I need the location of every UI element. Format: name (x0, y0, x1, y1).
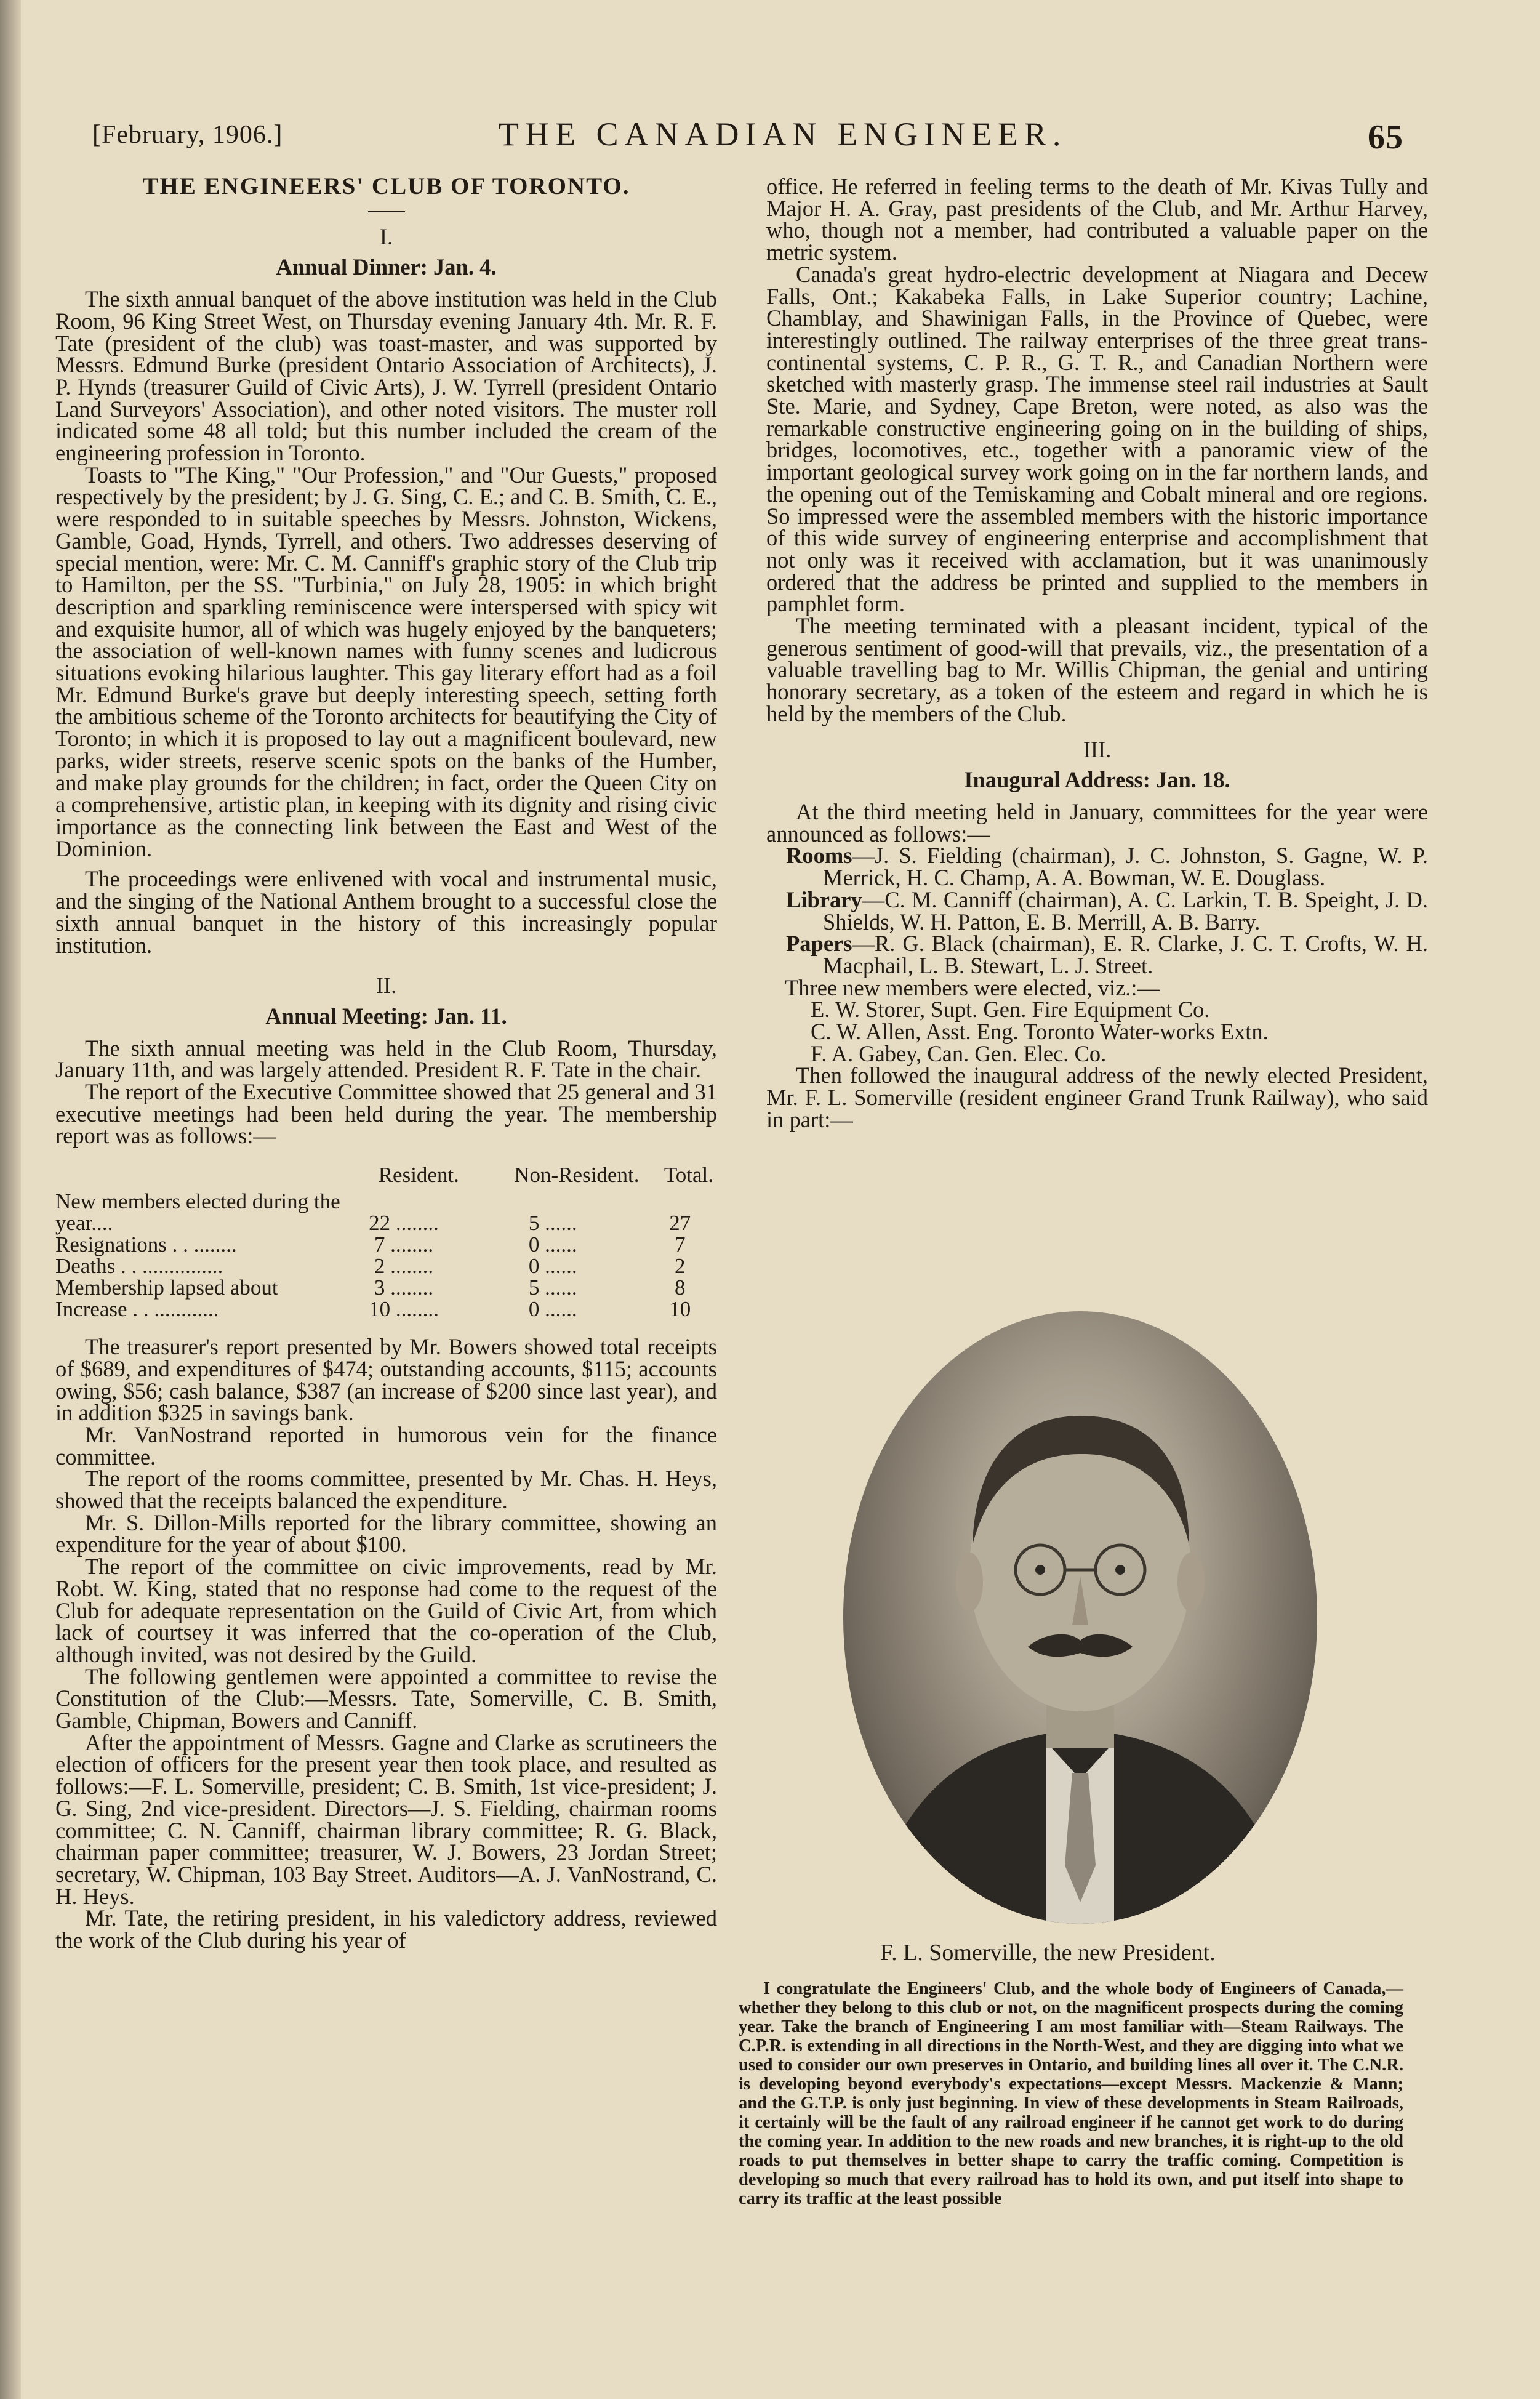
section-heading-3: Inaugural Address: Jan. 18. (964, 767, 1230, 793)
cell-non-resident: 0 ...... (528, 1254, 577, 1279)
paragraph: At the third meeting held in January, committees for the year were announced as follows:— (766, 798, 1428, 846)
column-header: Non-Resident. (514, 1163, 640, 1187)
paragraph: The sixth annual banquet of the above institution was held in the Club Room, 96 King Street West, on Thursday evening January 4th. Mr. R. F. Tate (president of the club) was toast-master, and was supported by Messrs. Edmund Burke (president Ontario Association of Architects), J. P. Hynds (treasurer Guild of Civic Arts), J. W. Tyrrell (president Ontario Land Surveyors' Association), and other noted visitors. The muster roll indicated some 48 all told; but this number included the cream of the engineering profession in Toronto. (55, 286, 717, 466)
table-header-row (55, 1164, 717, 1191)
cell-resident: 7 ........ (374, 1232, 434, 1257)
new-members-intro: Three new members were elected, viz.:— (785, 974, 1160, 1000)
paragraph: The report of the Executive Committee showed that 25 general and 31 executive meetings had been held during the year. The membership report was as follows:— (55, 1079, 717, 1149)
cell-non-resident: 0 ...... (528, 1232, 577, 1257)
membership-table (55, 1164, 717, 1320)
cell-resident: 2 ........ (374, 1254, 434, 1279)
section-heading-1: Annual Dinner: Jan. 4. (276, 254, 497, 280)
cell-resident: 22 ........ (369, 1211, 439, 1236)
section-heading-2: Annual Meeting: Jan. 11. (265, 1003, 507, 1029)
committee-papers (766, 933, 1428, 976)
row-label: Membership lapsed about (55, 1276, 278, 1300)
portrait-photo (843, 1311, 1317, 1924)
column-header: Total. (664, 1163, 713, 1187)
paragraph: The report of the committee on civic improvements, read by Mr. Robt. W. King, stated that no response had come to the request of the Club for adequate representation on the Guild of Civic Art, from which lack of courtsey it was inferred that the co-operation of the Club, although invited, was not desired by the Guild. (55, 1554, 717, 1667)
cell-resident: 10 ........ (369, 1297, 439, 1322)
row-label: Deaths . . ............... (55, 1254, 223, 1279)
paragraph: Then followed the inaugural address of the newly elected President, Mr. F. L. Somerville (resident engineer Grand Trunk Railway), who said in part:— (766, 1063, 1428, 1132)
new-member: E. W. Storer, Supt. Gen. Fire Equipment Co. (811, 997, 1210, 1023)
page-edge-shadow (0, 0, 21, 2399)
cell-total: 27 (669, 1211, 691, 1236)
row-label: Increase . . ............ (55, 1297, 219, 1322)
row-label: New members elected during the year.... (55, 1189, 340, 1236)
title-rule (368, 211, 405, 212)
committee-members: —C. M. Canniff (chairman), A. C. Larkin, T. B. Speight, J. D. Shields, W. H. Patton, E. B. Merrill, A. B. Barry. (823, 886, 1428, 934)
article-title: THE ENGINEERS' CLUB OF TORONTO. (142, 173, 630, 199)
paragraph: Toasts to "The King," "Our Profession," and "Our Guests," proposed respectively by the president; by J. G. Sing, C. E.; and C. B. Smith, C. E., were responded to in suitable speeches by Messrs. Johnston, Wickens, Gamble, Goad, Hynds, Tyrrell, and others. Two addresses deserving of special mention, were: Mr. C. M. Canniff's graphic story of the Club trip to Hamilton, per the SS. "Turbinia," on July 28, 1905: in which bright description and sparkling reminiscence were interspersed with spicy wit and exquisite humor, all of which was hugely enjoyed by the banqueters; the association of well-known names with funny scenes and ludicrous situations evoking hilarious laughter. This gay literary effort had as a foil Mr. Edmund Burke's grave but deeply interesting speech, setting forth the ambitious scheme of the Toronto architects for beautifying the City of Toronto; in which it is proposed to lay out a magnificent boulevard, new parks, wider streets, reserve scenic spots on the banks of the Humber, and make play grounds for the children; in fact, order the Queen City on a comprehensive, artistic plan, in keeping with its dignity and rising civic importance as the connecting link between the East and West of the Dominion. (55, 462, 717, 861)
paragraph: Canada's great hydro-electric development at Niagara and Decew Falls, Ont.; Kakabeka Falls, in Lake Superior country; Lachine, Chamblay, and Shawinigan Falls, in the Province of Quebec, were interestingly outlined. The railway enterprises of the three great trans-continental systems, C. P. R., G. T. R., and Canadian Northern were sketched with masterly grasp. The immense steel rail industries at Sault Ste. Marie, and Sydney, Cape Breton, were noted, as also was the remarkable constructive engineering going on in the building of ships, bridges, locomotives, etc., together with a panoramic view of the important geological survey work going on in the far northern lands, and the opening out of the Temiskaming and Cobalt mineral and ore regions. So impressed were the assembled members with the historic importance of this wide survey of engineering enterprise and accomplishment that not only was it received with acclamation, but it was unanimously ordered that the address be printed and supplied to the members in pamphlet form. (766, 261, 1428, 617)
committee-label: Rooms (786, 843, 852, 869)
cell-non-resident: 0 ...... (528, 1297, 577, 1322)
committee-rooms (766, 843, 1428, 891)
new-member: F. A. Gabey, Can. Gen. Elec. Co. (811, 1040, 1107, 1066)
paragraph: office. He referred in feeling terms to the death of Mr. Kivas Tully and Major H. A. Gray, past presidents of the Club, and Mr. Arthur Harvey, who, though not a member, had contributed a valuable paper on the metric system. (766, 174, 1428, 265)
paragraph: Mr. S. Dillon-Mills reported for the library committee, showing an expenditure for the year of about $100. (55, 1509, 717, 1557)
paragraph: The proceedings were enlivened with vocal and instrumental music, and the singing of the National Anthem brought to a successful close the sixth annual banquet in the history of this increasingly popular institution. (55, 866, 717, 958)
cell-total: 8 (674, 1276, 686, 1300)
portrait (843, 1311, 1317, 1924)
committee-label: Papers (786, 931, 852, 957)
table-row (55, 1234, 717, 1255)
committee-library (766, 886, 1428, 934)
new-member: C. W. Allen, Asst. Eng. Toronto Water-works Extn. (811, 1019, 1269, 1045)
section-numeral-3: III. (1083, 736, 1112, 762)
paragraph: The meeting terminated with a pleasant incident, typical of the generous sentiment of good-will that prevails, viz., the presentation of a valuable travelling bag to Mr. Willis Chipman, the genial and untiring honorary secretary, as a token of the esteem and regard in which he is held by the members of the Club. (766, 613, 1428, 726)
paragraph: The following gentlemen were appointed a committee to revise the Constitution of the Club:—Messrs. Tate, Somerville, C. B. Smith, Gamble, Chipman, Bowers and Canniff. (55, 1663, 717, 1734)
left-column (55, 175, 717, 1951)
cell-total: 7 (674, 1232, 686, 1257)
section-numeral-2: II. (375, 973, 397, 999)
committee-members: —R. G. Black (chairman), E. R. Clarke, J. C. T. Crofts, W. H. Macphail, L. B. Stewart, L. J. Street. (823, 931, 1428, 978)
cell-total: 10 (669, 1297, 691, 1322)
paragraph: After the appointment of Messrs. Gagne and Clarke as scrutineers the election of officers for the present year then took place, and resulted as follows:—F. L. Somerville, president; C. B. Smith, 1st vice-president; J. G. Sing, 2nd vice-president. Directors—J. S. Fielding, chairman rooms committee; C. N. Canniff, chairman library committee; R. G. Black, chairman paper committee; treasurer, W. J. Bowers, 23 Jordan Street; secretary, W. Chipman, 103 Bay Street. Auditors—A. J. VanNostrand, C. H. Heys. (55, 1729, 717, 1909)
cell-total: 2 (674, 1254, 686, 1279)
paragraph: Mr. Tate, the retiring president, in his valedictory address, reviewed the work of the Club during his year of (55, 1905, 717, 1953)
cell-resident: 3 ........ (374, 1276, 434, 1300)
issue-date: [February, 1906.] (92, 121, 283, 149)
paragraph: The report of the rooms committee, presented by Mr. Chas. H. Heys, showed that the receipts balanced the expenditure. (55, 1466, 717, 1514)
table-row (55, 1255, 717, 1277)
paragraph: I congratulate the Engineers' Club, and the whole body of Engineers of Canada,—whether they belong to this club or not, on the magnificent prospects during the coming year. Take the branch of Engineering I am most familiar with—Steam Railways. The C.P.R. is extending in all directions in the North-West, and they are digging into what we used to consider our own preserves in Ontario, and building lines all over it. The C.N.R. is developing beyond everybody's expectations—except Messrs. Mackenzie & Mann; and the G.T.P. is only just beginning. In view of these developments in Steam Railroads, it certainly will be the fault of any railroad engineer if he cannot get work to do during the coming year. In addition to the new roads and new branches, it is right-up to the old roads to put themselves in better shape to carry the traffic coming. Competition is developing so much that every railroad has to hold its own, and put itself into shape to carry its traffic at the least possible (739, 1979, 1403, 2208)
portrait-caption: F. L. Somerville, the new President. (880, 1940, 1216, 1966)
committee-members: —J. S. Fielding (chairman), J. C. Johnston, S. Gagne, W. P. Merrick, H. C. Champ, A. A. Bowman, W. E. Douglass. (823, 843, 1428, 891)
row-label: Resignations . . ........ (55, 1232, 237, 1257)
paragraph: The sixth annual meeting was held in the Club Room, Thursday, January 11th, and was largely attended. President R. F. Tate in the chair. (55, 1035, 717, 1083)
section-numeral-1: I. (379, 223, 393, 249)
address-text (739, 1979, 1403, 2208)
column-header: Resident. (378, 1163, 459, 1187)
page-number: 65 (1368, 118, 1403, 156)
table-row (55, 1298, 717, 1320)
paragraph: Mr. VanNostrand reported in humorous vein for the finance committee. (55, 1421, 717, 1469)
table-row (55, 1191, 717, 1234)
journal-title: THE CANADIAN ENGINEER. (499, 116, 1067, 153)
table-row (55, 1277, 717, 1298)
portrait-figure (843, 1311, 1317, 1924)
right-column (766, 175, 1428, 1131)
cell-non-resident: 5 ...... (528, 1276, 577, 1300)
cell-non-resident: 5 ...... (528, 1211, 577, 1236)
committee-label: Library (786, 886, 862, 912)
paragraph: The treasurer's report presented by Mr. Bowers showed total receipts of $689, and expenditures of $474; outstanding accounts, $115; accounts owing, $56; cash balance, $387 (an increase of $200 since last year), and in addition $325 in savings bank. (55, 1334, 717, 1426)
